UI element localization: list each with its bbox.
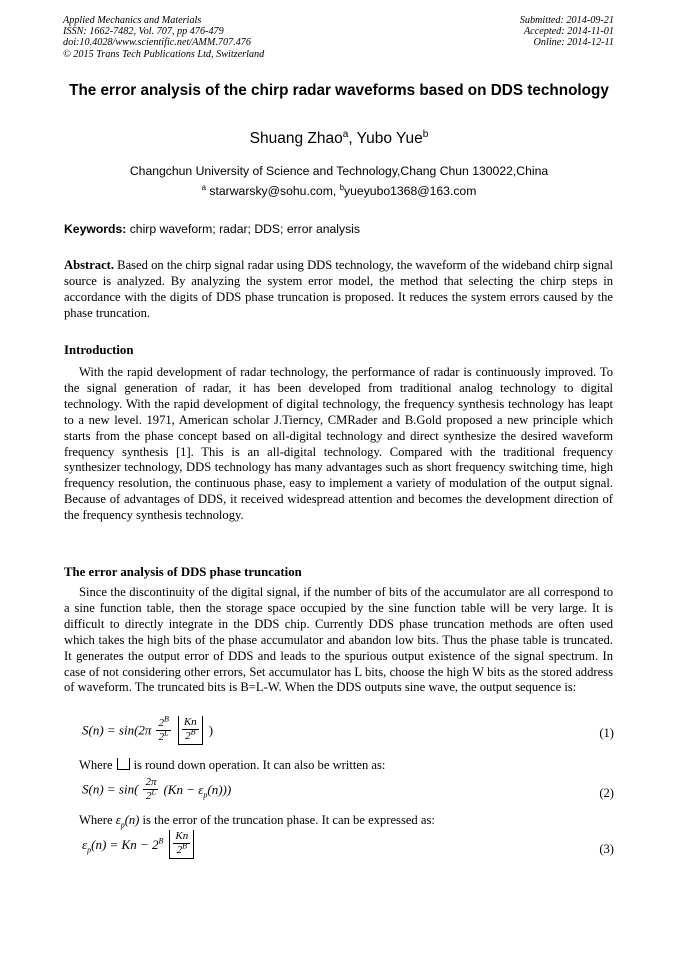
where-2-pre: Where bbox=[79, 813, 116, 827]
eq1-lhs: S(n) = sin(2π bbox=[82, 722, 152, 738]
email-b-link[interactable]: yueyubo1368@163.com bbox=[344, 184, 477, 198]
where-2-post: is the error of the truncation phase. It can be expressed as: bbox=[139, 813, 435, 827]
keywords-text: chirp waveform; radar; DDS; error analysis bbox=[126, 222, 360, 236]
paper-title: The error analysis of the chirp radar waveforms based on DDS technology bbox=[69, 82, 609, 99]
eq3-lhs: ε bbox=[82, 836, 88, 852]
eq3-floor-den-exp: B bbox=[182, 841, 187, 851]
where-floor-line bbox=[79, 757, 628, 773]
eq3-lhs-rest: (n) = Kn − 2 bbox=[91, 836, 159, 852]
eq1-close: ) bbox=[208, 722, 214, 738]
journal-info bbox=[63, 15, 264, 60]
submission-dates bbox=[520, 15, 614, 49]
eq2-fraction bbox=[143, 776, 158, 803]
equation-3 bbox=[82, 830, 614, 870]
error-analysis-paragraph: Since the discontinuity of the digital signal, if the number of bits of the accumulator are all correspond to a sine function table, then the storage space occupied by the sine function table will be very large. It is difficult to directly integrate in the DDS chip. Currently DDS phase truncation methods are often used which takes the high bits of the phase accumulator and abandon low bits. Thus the phase table is truncated. It generates the output error of DDS and leads to the spurious output existence of the signal spectrum. In case of not considering other errors, Set accumulator has L bits, choose the high W bits as the stored address of waveform. The truncated bits is B=L-W. When the DDS outputs sine wave, the output sequence is: bbox=[64, 585, 613, 695]
email-a-mark: a bbox=[201, 182, 207, 192]
section-heading-error-analysis: The error analysis of DDS phase truncation bbox=[64, 565, 302, 579]
email-b-mark: b bbox=[339, 182, 345, 192]
equation-3-number: (3) bbox=[599, 842, 614, 856]
keywords-label: Keywords: bbox=[64, 222, 127, 236]
eq3-lhs-sub: p bbox=[87, 845, 92, 855]
eq2-rest-end: (n))) bbox=[207, 781, 232, 797]
eq2-frac-num: 2π bbox=[145, 776, 157, 788]
accepted-date: Accepted: 2014-11-01 bbox=[523, 26, 614, 38]
equation-1-number: (1) bbox=[599, 726, 614, 740]
eq2-rest-sub: p bbox=[203, 790, 208, 800]
abstract-text: Based on the chirp signal radar using DDS technology, the waveform of the wideband chirp signal source is analyzed. By analyzing the system error model, the method that selecting the chirp steps in accordance with the digits of DDS phase truncation is proposed. It reduces the system errors caused by the phase truncation. bbox=[64, 258, 613, 320]
introduction-paragraph: With the rapid development of radar technology, the performance of radar is continuously improved. To the signal generation of radar, it has been developed from traditional analog technology to digital technology. With the rapid development of digital technology, the frequency synthesis technology has leapt to a new level. 1971, American scholar J.Tierncy, CMRader and B.Gold proposed a new principle which starts from the phase concept based on all-digital technology and direct synthesize the desired waveform frequency synthesis [1]. This is an all-digital technology. Compared with the traditional frequency synthesizer technology, DDS technology has many advantages such as short frequency switching time, high frequency resolution, the continuous phase, easy to implement a variety of modulation of the output signal. Because of advantages of DDS, it received widespread attention and becomes the development direction of the frequency synthesis technology. bbox=[64, 365, 613, 523]
where-2-sym-sub: p bbox=[120, 820, 125, 830]
author-1-affil-mark: a bbox=[342, 128, 349, 140]
equation-1 bbox=[82, 716, 614, 756]
issn-line: ISSN: 1662-7482, Vol. 707, pp 476-479 bbox=[63, 26, 224, 38]
eq1-frac-den: 2 bbox=[158, 731, 165, 743]
author-2: Yubo Yue bbox=[356, 130, 423, 147]
eq2-lhs: S(n) = sin( bbox=[82, 781, 139, 797]
author-1: Shuang Zhao bbox=[249, 130, 343, 147]
where-2-sym: ε bbox=[115, 813, 121, 827]
eq1-floor-den: 2 bbox=[185, 730, 191, 742]
where-1-post: is round down operation. It can also be written as: bbox=[133, 758, 386, 772]
copyright-line: © 2015 Trans Tech Publications Ltd, Switzerland bbox=[63, 48, 265, 60]
eq3-floor-den: 2 bbox=[176, 844, 183, 856]
author-separator: , bbox=[348, 130, 357, 147]
eq1-fraction bbox=[156, 714, 170, 744]
equation-2 bbox=[82, 776, 614, 816]
eq1-floor-den-exp: B bbox=[190, 727, 196, 737]
abstract bbox=[64, 258, 613, 322]
equation-2-number: (2) bbox=[599, 786, 614, 800]
where-2-sym-arg: (n) bbox=[124, 813, 140, 827]
eq3-lhs-exp: B bbox=[158, 836, 164, 846]
eq1-floor bbox=[178, 716, 203, 745]
keywords bbox=[64, 221, 614, 237]
floor-operator-icon bbox=[117, 758, 130, 770]
eq1-frac-num-exp: B bbox=[163, 714, 169, 724]
author-emails bbox=[60, 183, 618, 199]
eq3-floor-num: Kn bbox=[175, 830, 189, 842]
where-1-pre: Where bbox=[79, 758, 113, 772]
online-date: Online: 2014-12-11 bbox=[533, 37, 614, 49]
author-2-affil-mark: b bbox=[422, 128, 429, 140]
section-heading-introduction: Introduction bbox=[64, 343, 134, 357]
where-error-line bbox=[79, 812, 628, 828]
email-a-link[interactable]: starwarsky@sohu.com, bbox=[206, 184, 340, 198]
abstract-label: Abstract. bbox=[64, 258, 115, 272]
eq2-rest: (Kn − ε bbox=[163, 781, 204, 797]
affiliation: Changchun University of Science and Technology,Chang Chun 130022,China bbox=[129, 164, 549, 178]
eq1-frac-num: 2 bbox=[158, 717, 164, 729]
journal-name: Applied Mechanics and Materials bbox=[63, 15, 202, 26]
eq2-frac-den: 2 bbox=[145, 790, 152, 802]
eq2-frac-den-exp: L bbox=[151, 787, 156, 797]
doi-line: doi:10.4028/www.scientific.net/AMM.707.476 bbox=[63, 37, 251, 49]
submitted-date: Submitted: 2014-09-21 bbox=[519, 15, 614, 26]
eq1-floor-num: Kn bbox=[183, 716, 197, 728]
eq1-frac-den-exp: L bbox=[164, 728, 169, 738]
author-list bbox=[60, 129, 618, 149]
eq3-floor bbox=[169, 830, 194, 859]
